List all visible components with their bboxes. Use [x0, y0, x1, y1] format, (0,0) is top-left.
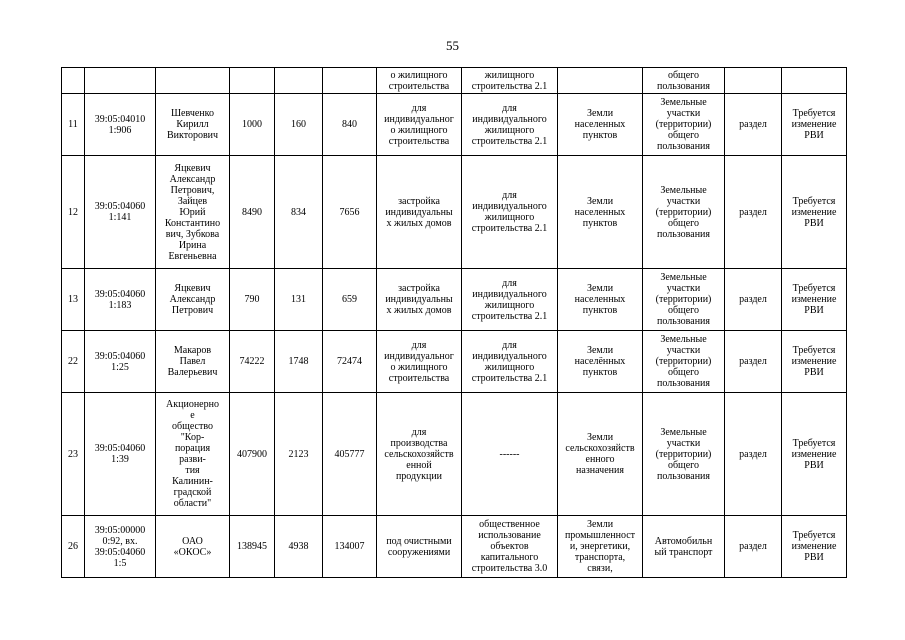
cell-line: индивидуального [472, 201, 547, 212]
cell-line: общественное [479, 519, 540, 530]
cell-permitted-use [377, 269, 462, 331]
cell-line: енной [406, 459, 432, 471]
cell-note [782, 331, 847, 393]
cell-number: 11 [62, 94, 85, 156]
cell-line: Петрович [171, 305, 214, 316]
cell-line: связи, [587, 563, 613, 574]
cell-code-continued [462, 68, 558, 94]
cell-owner [156, 269, 230, 331]
cell-owner [156, 156, 230, 269]
cell-line: индивидуального [472, 288, 547, 300]
cell-line: Александр [169, 294, 216, 305]
table-row [62, 94, 847, 156]
cell-number: 23 [62, 393, 85, 516]
cell-line: Павел [179, 356, 206, 367]
table-row [62, 156, 847, 269]
cell-note [782, 156, 847, 269]
cell-area-part-b: 134007 [323, 516, 377, 578]
cell-line: застройка [398, 283, 440, 294]
cell-line: порация [174, 443, 211, 454]
cell-line: и, энергетики, [569, 541, 631, 552]
cell-line: РВИ [804, 367, 824, 378]
cell-area-part-a: 2123 [275, 393, 323, 516]
cell-area-part-b: 405777 [323, 393, 377, 516]
cell-line: о жилищного [390, 361, 448, 373]
cell-line: для [502, 102, 517, 114]
cell-use-continued [377, 68, 462, 94]
cell-line: индивидуального [472, 113, 547, 125]
cell-line: х жилых домов [386, 305, 452, 316]
cell-use-code [462, 269, 558, 331]
cell-line: пользования [657, 228, 710, 240]
cell-line: о жилищного [390, 69, 448, 81]
cell-line: общего [667, 367, 700, 378]
cell-empty [323, 68, 377, 94]
cell-line: для [502, 277, 517, 289]
cell-empty [85, 68, 156, 94]
cell-line: Ирина [178, 239, 207, 251]
cell-permitted-use [377, 393, 462, 516]
cell-line: индивидуальног [384, 113, 454, 125]
cell-line: изменение [791, 206, 837, 218]
cell-line: (территории) [655, 294, 712, 305]
table-row [62, 393, 847, 516]
cell-area-part-b: 659 [323, 269, 377, 331]
cell-line: Требуется [792, 108, 836, 119]
cell-line: 39:05:04060 [94, 288, 146, 300]
cell-section: раздел [725, 393, 782, 516]
cell-line: разви- [179, 454, 206, 465]
cell-line: строительства 3.0 [471, 563, 548, 574]
cell-line: пользования [657, 316, 710, 327]
cell-line: области" [173, 498, 212, 509]
cell-area-part-b: 840 [323, 94, 377, 156]
cell-line: 1:5 [113, 557, 127, 569]
cell-line: 39:05:04060 [94, 350, 146, 362]
cell-land-category [558, 269, 643, 331]
cell-line: х жилых домов [386, 217, 452, 229]
cell-line: для [411, 339, 427, 351]
cell-permitted-use [377, 516, 462, 578]
page-number: 55 [446, 38, 459, 53]
cell-line: Земли [586, 283, 614, 294]
cell-line: РВИ [804, 305, 824, 316]
table-row-continuation [62, 68, 847, 94]
cell-line: пунктов [582, 130, 618, 141]
cell-line: продукции [395, 470, 443, 482]
cell-line: промышленност [564, 530, 636, 541]
cell-line: пользования [657, 80, 710, 92]
cell-line: строительства 2.1 [471, 135, 548, 147]
cell-land-category [558, 94, 643, 156]
cell-line: пунктов [582, 367, 618, 378]
cell-section: раздел [725, 94, 782, 156]
cell-zone [643, 516, 725, 578]
cell-line: Земли [586, 345, 614, 356]
cell-line: индивидуальног [384, 350, 454, 362]
cell-line: сооружениями [387, 546, 451, 558]
cell-use-code [462, 94, 558, 156]
cell-owner [156, 393, 230, 516]
cell-cadastral-number [85, 331, 156, 393]
cell-cadastral-number [85, 516, 156, 578]
cell-line: о жилищного [390, 124, 448, 136]
cell-line: пунктов [582, 305, 618, 316]
cell-line: назначения [576, 465, 624, 476]
cell-line: ый транспорт [654, 546, 713, 558]
cell-line: Макаров [173, 345, 212, 356]
cell-empty [558, 68, 643, 94]
cell-line: жилищного [484, 212, 535, 223]
cell-area-part-a: 4938 [275, 516, 323, 578]
cell-line: Земельные [660, 97, 707, 108]
cell-line: Зайцев [177, 195, 208, 207]
cell-line: строительства 2.1 [471, 310, 548, 322]
cell-line: Земли [586, 195, 614, 207]
cell-empty [62, 68, 85, 94]
cell-line: пунктов [582, 217, 618, 229]
cell-area-part-a: 160 [275, 94, 323, 156]
cell-line: 0:92, вх. [102, 535, 138, 547]
cell-section: раздел [725, 269, 782, 331]
cell-line: Калинин- [172, 476, 213, 487]
cell-line: ------ [499, 448, 520, 460]
cell-cadastral-number [85, 156, 156, 269]
cell-line: тия [185, 465, 200, 476]
cell-empty [230, 68, 275, 94]
cell-line: жилищного [484, 361, 535, 373]
cell-area: 138945 [230, 516, 275, 578]
cell-line: участки [666, 283, 701, 294]
cell-line: индивидуального [472, 350, 547, 362]
cell-section: раздел [725, 156, 782, 269]
cell-line: участки [666, 195, 701, 207]
cell-line: жилищного [484, 124, 535, 136]
cell-line: индивидуальны [385, 294, 453, 305]
cell-line: (территории) [655, 119, 712, 130]
cell-note [782, 516, 847, 578]
cell-line: РВИ [804, 552, 824, 563]
cell-line: для [502, 190, 517, 201]
cell-number: 13 [62, 269, 85, 331]
cell-cadastral-number [85, 94, 156, 156]
cell-note [782, 393, 847, 516]
cell-line: Требуется [792, 283, 836, 294]
cell-line: Требуется [792, 345, 836, 356]
cell-zone-continued [643, 68, 725, 94]
cell-line: общего [667, 459, 700, 471]
cell-line: 1:183 [108, 299, 132, 311]
cell-line: застройка [398, 195, 440, 207]
cell-line: градской [173, 487, 212, 498]
cell-owner [156, 94, 230, 156]
cell-area-part-b: 7656 [323, 156, 377, 269]
cell-line: пользования [657, 470, 710, 482]
cell-line: Яцкевич [174, 283, 211, 294]
cell-line: пользования [657, 141, 710, 152]
cell-line: "Кор- [180, 432, 205, 443]
cell-line: общего [667, 69, 700, 81]
cell-line: Яцкевич [174, 162, 211, 174]
table-row [62, 331, 847, 393]
cell-line: изменение [791, 541, 837, 552]
cell-section: раздел [725, 331, 782, 393]
cell-line: сельскохозяйств [384, 448, 454, 460]
cell-area-part-a: 834 [275, 156, 323, 269]
cell-line: сельскохозяйств [565, 443, 635, 454]
cell-zone [643, 94, 725, 156]
cell-use-code [462, 516, 558, 578]
cell-number: 26 [62, 516, 85, 578]
cell-line: 39:05:04060 [94, 201, 146, 212]
table-row [62, 269, 847, 331]
cell-line: строительства [388, 372, 450, 384]
cell-line: изменение [791, 294, 837, 305]
cell-line: строительства [388, 135, 450, 147]
cell-line: Шевченко [170, 108, 215, 119]
cell-line: РВИ [804, 130, 824, 141]
cell-line: Александр [169, 173, 216, 185]
cell-line: населенных [574, 119, 626, 130]
cell-permitted-use [377, 331, 462, 393]
cell-line: пользования [657, 378, 710, 389]
cell-line: капитального [480, 552, 539, 563]
cell-line: изменение [791, 448, 837, 460]
cell-line: для [411, 102, 427, 114]
cell-line: участки [666, 437, 701, 449]
cell-area-part-a: 1748 [275, 331, 323, 393]
cell-number: 12 [62, 156, 85, 269]
cell-line: производства [390, 437, 448, 449]
cell-line: использование [478, 530, 541, 541]
cell-zone [643, 156, 725, 269]
cell-line: (территории) [655, 206, 712, 218]
cell-line: для [411, 426, 427, 438]
cell-line: для [502, 339, 517, 351]
cell-line: Требуется [792, 195, 836, 207]
cell-land-category [558, 393, 643, 516]
cell-cadastral-number [85, 393, 156, 516]
cell-line: енного [585, 454, 615, 465]
cell-line: Юрий [179, 206, 206, 218]
cell-line: 1:141 [108, 212, 132, 223]
cell-area-part-b: 72474 [323, 331, 377, 393]
cell-line: населённых [574, 356, 626, 367]
cell-line: строительства [388, 80, 450, 92]
cell-area: 74222 [230, 331, 275, 393]
cell-line: Земли [586, 108, 614, 119]
land-plots-table [61, 67, 847, 578]
cell-line: изменение [791, 356, 837, 367]
cell-land-category [558, 331, 643, 393]
table-body [62, 68, 847, 578]
cell-use-code [462, 156, 558, 269]
cell-owner [156, 516, 230, 578]
cell-line: Автомобильн [654, 535, 713, 547]
cell-line: индивидуальны [385, 206, 453, 218]
cell-zone [643, 331, 725, 393]
cell-permitted-use [377, 156, 462, 269]
cell-line: участки [666, 108, 701, 119]
cell-line: Викторович [166, 130, 219, 141]
cell-line: 39:05:04060 [94, 443, 146, 454]
cell-line: (территории) [655, 356, 712, 367]
cell-line: объектов [490, 541, 529, 552]
cell-line: вич, Зубкова [165, 228, 220, 240]
cell-number: 22 [62, 331, 85, 393]
cell-line: Земельные [660, 426, 707, 438]
cell-owner [156, 331, 230, 393]
cell-empty [156, 68, 230, 94]
cell-line: Евгеньевна [168, 250, 217, 262]
cell-line: 1:906 [108, 124, 132, 136]
cell-line: общего [667, 217, 700, 229]
cell-area: 407900 [230, 393, 275, 516]
cell-line: Земли [586, 432, 614, 443]
cell-line: участки [666, 345, 701, 356]
cell-line: ОАО [182, 535, 203, 547]
table-row [62, 516, 847, 578]
cell-line: Земельные [660, 334, 707, 345]
cell-line: Акционерно [166, 399, 219, 410]
cell-empty [725, 68, 782, 94]
cell-line: Требуется [792, 437, 836, 449]
cell-line: 39:05:04010 [94, 113, 146, 125]
cell-line: строительства 2.1 [471, 223, 548, 234]
cell-land-category [558, 516, 643, 578]
cell-line: 1:25 [111, 361, 129, 373]
cell-line: изменение [791, 119, 837, 130]
cell-zone [643, 393, 725, 516]
cell-line: (территории) [655, 448, 712, 460]
cell-line: Земельные [660, 184, 707, 196]
cell-line: РВИ [804, 459, 824, 471]
cell-line: населенных [574, 206, 626, 218]
cell-line: РВИ [804, 217, 824, 229]
cell-area: 1000 [230, 94, 275, 156]
cell-use-code [462, 393, 558, 516]
cell-area: 8490 [230, 156, 275, 269]
cell-area: 790 [230, 269, 275, 331]
cell-empty [782, 68, 847, 94]
cell-line: населенных [574, 294, 626, 305]
cell-use-code [462, 331, 558, 393]
cell-section: раздел [725, 516, 782, 578]
cell-line: 1:39 [111, 454, 129, 465]
cell-line: Земельные [660, 272, 707, 283]
cell-line: общего [667, 305, 700, 316]
cell-line: е [190, 410, 195, 421]
cell-line: строительства 2.1 [471, 372, 548, 384]
cell-line: транспорта, [574, 552, 626, 563]
cell-line: Константино [164, 217, 221, 229]
cell-note [782, 269, 847, 331]
cell-line: 39:05:04060 [94, 546, 146, 558]
cell-line: строительства 2.1 [471, 80, 548, 92]
cell-line: Земли [586, 519, 614, 530]
cell-empty [275, 68, 323, 94]
cell-line: жилищного [484, 69, 535, 81]
cell-line: общего [667, 130, 700, 141]
cell-line: Кирилл [176, 119, 209, 130]
cell-land-category [558, 156, 643, 269]
cell-zone [643, 269, 725, 331]
cell-line: Требуется [792, 530, 836, 541]
cell-permitted-use [377, 94, 462, 156]
cell-line: общество [172, 421, 213, 432]
cell-cadastral-number [85, 269, 156, 331]
cell-area-part-a: 131 [275, 269, 323, 331]
cell-line: Петрович, [170, 184, 215, 196]
cell-line: 39:05:00000 [94, 524, 146, 536]
cell-line: жилищного [484, 299, 535, 311]
cell-line: Валерьевич [167, 367, 218, 378]
cell-line: под очистными [386, 535, 452, 547]
cell-note [782, 94, 847, 156]
cell-line: «ОКОС» [173, 546, 212, 558]
